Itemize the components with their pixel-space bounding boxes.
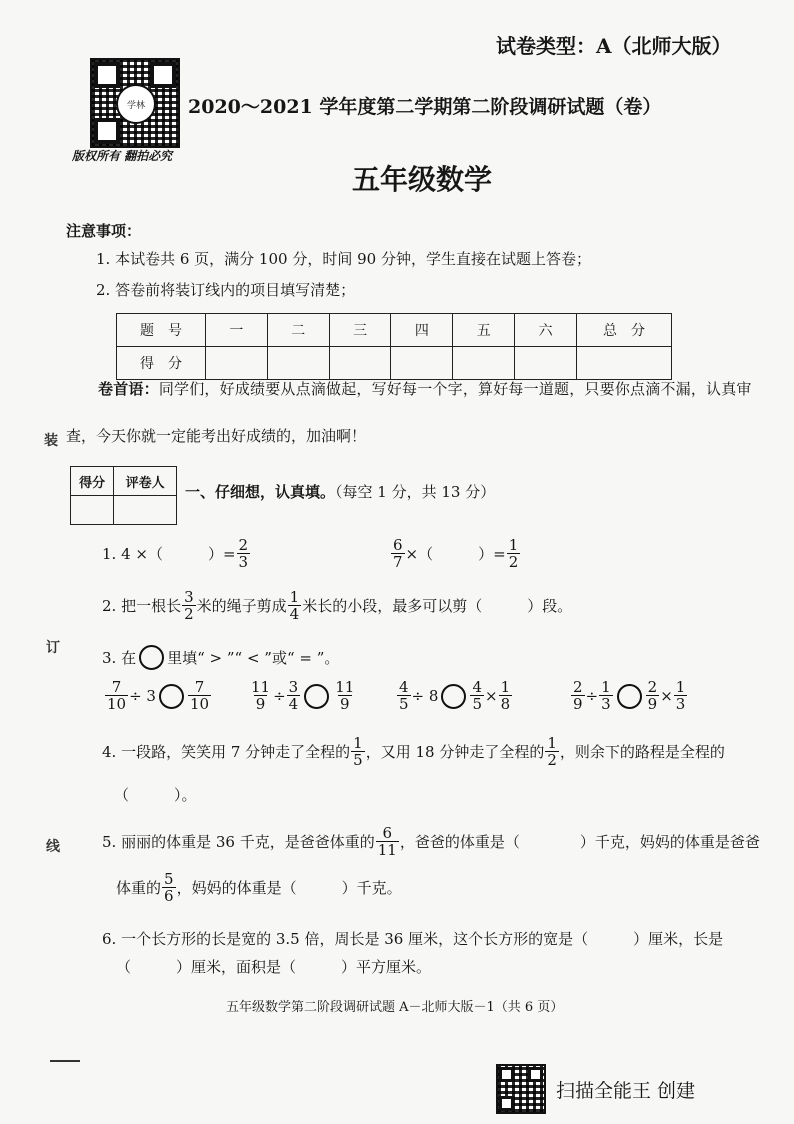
score-table-header-label: 题 号 — [117, 314, 206, 347]
subject-title: 五年级数学 — [352, 163, 493, 196]
notes-heading: 注意事项： — [66, 222, 142, 240]
binding-mark-xian: 线 — [46, 839, 60, 855]
grader-name-label: 评卷人 — [114, 467, 177, 496]
exam-title: 2020～2021 学年度第二学期第二阶段调研试题（卷） — [188, 96, 662, 118]
score-col-3: 三 — [329, 314, 391, 347]
scanner-watermark: 扫描全能王 创建 — [556, 1080, 696, 1102]
fraction: $\frac{6}{7}$ — [393, 536, 403, 571]
preface-line-2: 查，今天你就一定能考出好成绩的，加油啊！ — [66, 427, 367, 445]
q1a-expression: 4 ×（ ）= — [121, 545, 236, 563]
score-col-2: 二 — [267, 314, 329, 347]
compare-expression-4: $\frac{2}{9}$ ÷ $\frac{1}{3}$ $\frac{2}{9}$ × $\frac{1}{3}$ — [573, 678, 686, 713]
answer-circle[interactable] — [617, 684, 642, 709]
grader-score-cell[interactable] — [71, 496, 114, 525]
score-col-1: 一 — [206, 314, 268, 347]
fraction: $\frac{2}{3}$ — [238, 536, 249, 571]
section-1-header — [185, 481, 495, 502]
score-cell[interactable] — [391, 347, 453, 380]
score-col-6: 六 — [515, 314, 577, 347]
question-6-line-2: （ ）厘米，面积是（ ）平方厘米。 — [116, 958, 432, 976]
answer-circle[interactable] — [304, 684, 329, 709]
question-5-line-2: 体重的 5 6 ，妈妈的体重是（ ）千克。 — [116, 870, 402, 905]
question-4-line-2: （ ）。 — [114, 786, 197, 804]
score-cell[interactable] — [206, 347, 268, 380]
section-1-note: （每空 1 分，共 13 分） — [335, 483, 496, 501]
grader-name-cell[interactable] — [114, 496, 177, 525]
q1b-expression: ×（ ）= — [405, 545, 506, 563]
seal-logo-icon: 学林 — [116, 84, 156, 124]
score-col-4: 四 — [391, 314, 453, 347]
score-cell[interactable] — [577, 347, 672, 380]
question-5: 5. 丽丽的体重是 36 千克，是爸爸体重的 6 11 ，爸爸的体重是（ ）千克，妈妈的体重是爸爸 — [102, 824, 760, 859]
binding-mark-zhuang: 装 — [44, 433, 58, 449]
grader-score-label: 得分 — [71, 467, 114, 496]
answer-circle[interactable] — [159, 684, 184, 709]
compare-expression-1: $\frac{7}{10}$ ÷ 3 7 10 — [107, 678, 210, 713]
note-item-1: 1. 本试卷共 6 页，满分 100 分，时间 90 分钟，学生直接在试题上答卷； — [96, 250, 591, 268]
copyright-notice: 版权所有 翻拍必究 — [72, 149, 173, 163]
preface-line-1 — [98, 380, 752, 398]
score-cell[interactable] — [329, 347, 391, 380]
scanner-qr-icon — [496, 1064, 546, 1114]
question-6: 6. 一个长方形的长是宽的 3.5 倍，周长是 36 厘米，这个长方形的宽是（ ）厘米，长是 — [102, 930, 724, 948]
page-footer: 五年级数学第二阶段调研试题 A－北师大版－1（共 6 页） — [226, 1000, 564, 1015]
qr-code-icon — [90, 58, 180, 148]
score-cell[interactable] — [453, 347, 515, 380]
question-4: 4. 一段路，笑笑用 7 分钟走了全程的 1 5 ，又用 18 分钟走了全程的 1 2 ，则余下的路程是全程的 — [102, 734, 725, 769]
score-table — [116, 313, 672, 380]
question-3: 3. 在 里填“ > ”“ < ”或“ = ”。 — [102, 645, 339, 670]
score-table-row-label: 得 分 — [117, 347, 206, 380]
compare-expression-2: $\frac{11}{9}$ ÷ $\frac{3}{4}$ 11 9 — [251, 678, 355, 713]
fraction: $\frac{1}{2}$ — [508, 536, 519, 571]
score-col-total: 总 分 — [577, 314, 672, 347]
question-1b — [390, 538, 521, 570]
binding-mark-ding: 订 — [46, 640, 60, 656]
score-cell[interactable] — [515, 347, 577, 380]
compare-expression-3: $\frac{4}{5}$ ÷ 8 $\frac{4}{5}$ × $\frac{1}{8}$ — [399, 678, 511, 713]
section-1-title: 一、仔细想，认真填。 — [185, 483, 336, 501]
fraction: 3 2 — [184, 588, 194, 623]
note-item-2: 2. 答卷前将装订线内的项目填写清楚； — [96, 281, 356, 299]
score-cell[interactable] — [267, 347, 329, 380]
question-number: 1. — [102, 545, 117, 563]
question-1a — [102, 538, 251, 570]
fraction: 1 4 — [289, 588, 300, 623]
binding-line-tick — [50, 1060, 80, 1062]
exam-type-label: 试卷类型：A（北师大版） — [496, 34, 732, 58]
question-2: 2. 把一根长 3 2 米的绳子剪成 1 4 米长的小段，最多可以剪（ ）段。 — [102, 588, 573, 623]
compare-circle-icon — [139, 645, 164, 670]
preface-text-1: 同学们，好成绩要从点滴做起，写好每一个字，算好每一道题，只要你点滴不漏，认真审 — [158, 380, 752, 398]
score-col-5: 五 — [453, 314, 515, 347]
grader-box — [70, 466, 177, 525]
preface-label: 卷首语： — [98, 380, 159, 398]
answer-circle[interactable] — [441, 684, 466, 709]
